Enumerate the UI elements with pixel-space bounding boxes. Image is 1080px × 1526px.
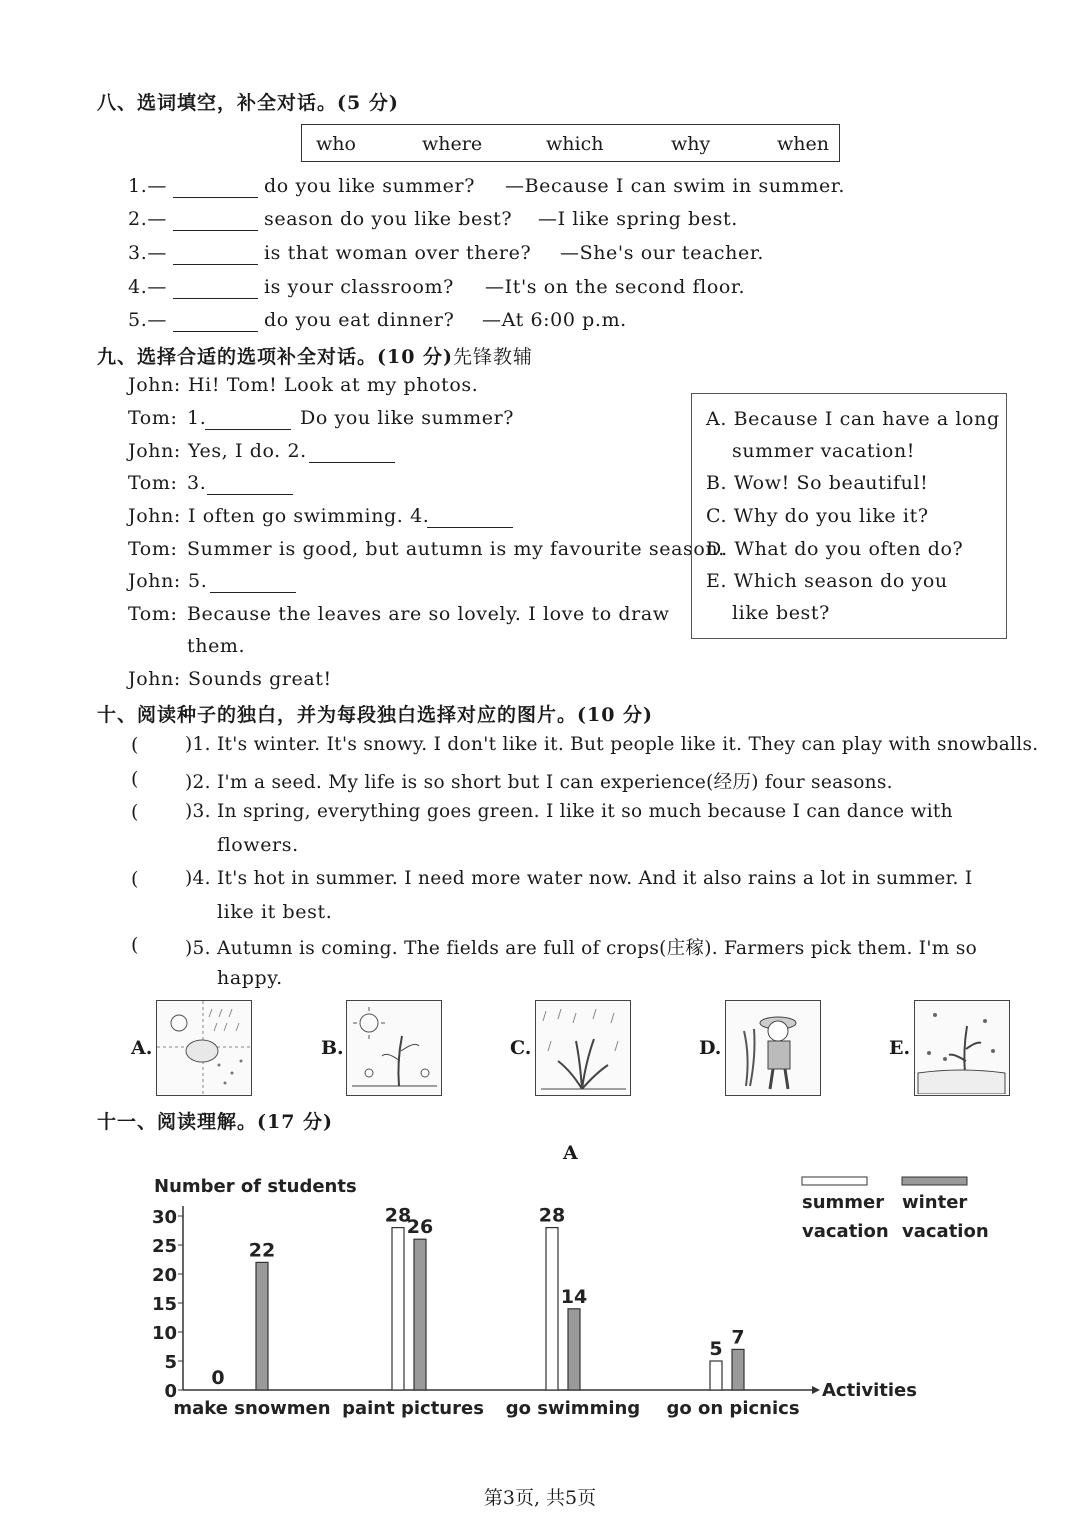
speaker: Tom: [128, 538, 178, 560]
dialogue-text: 1. [187, 407, 207, 429]
option-e-line1: E. Which season do you [706, 570, 948, 592]
monologue-text-cont: like it best. [217, 901, 333, 923]
word-bank [301, 124, 840, 162]
data-label: 28 [538, 1204, 566, 1227]
answer-paren[interactable]: ( [131, 734, 140, 756]
page-footer: 第3页, 共5页 [483, 1487, 597, 1509]
answer-paren[interactable]: ( [131, 801, 140, 823]
answer-blank[interactable] [210, 592, 296, 593]
y-tick-label: 20 [151, 1265, 177, 1286]
legend-label: vacation [902, 1221, 989, 1242]
speaker: Tom: [128, 603, 178, 625]
option-e-line2: like best? [732, 602, 830, 624]
legend-label: winter [902, 1192, 968, 1213]
picture-c-summer-rain [535, 1000, 631, 1096]
monologue-text: )5. Autumn is coming. The fields are full of crops(庄稼). Farmers pick them. I'm so [185, 938, 978, 959]
bar-summer [546, 1228, 558, 1390]
answer-paren[interactable]: ( [131, 768, 140, 790]
bar-summer [392, 1228, 404, 1390]
item-question: season do you like best? [264, 208, 513, 230]
legend-swatch [802, 1177, 867, 1185]
option-d: D. What do you often do? [706, 538, 964, 560]
dialogue-text: Sounds great! [188, 668, 332, 690]
x-axis-arrow [812, 1386, 820, 1394]
item-answer: —Because I can swim in summer. [505, 175, 846, 197]
data-label: 22 [248, 1239, 276, 1262]
section11-title: 十一、阅读理解。(17 分) [97, 1111, 334, 1133]
legend-label: summer [802, 1192, 885, 1213]
passage-label: A [563, 1142, 578, 1164]
bar-winter [732, 1349, 744, 1390]
answer-blank[interactable] [173, 264, 258, 265]
y-tick-label: 0 [164, 1381, 177, 1402]
word-which: which [546, 133, 604, 155]
monologue-text: )1. It's winter. It's snowy. I don't like it. But people like it. They can play with snowballs. [185, 734, 1039, 755]
option-c: C. Why do you like it? [706, 505, 929, 527]
dialogue-text: I often go swimming. 4. [188, 505, 430, 527]
dialogue-text: 3. [187, 472, 207, 494]
item-question: is that woman over there? [264, 242, 532, 264]
picture-label-e: E. [889, 1037, 911, 1059]
item-question: do you like summer? [264, 175, 475, 197]
section8-title: 八、选词填空，补全对话。(5 分) [97, 92, 399, 114]
picture-e-winter-snow [914, 1000, 1010, 1096]
item-number: 1.— [128, 175, 167, 197]
picture-b-spring [346, 1000, 442, 1096]
option-a-line1: A. Because I can have a long [706, 408, 1000, 430]
y-axis-label: Number of students [154, 1176, 357, 1197]
answer-blank[interactable] [309, 462, 395, 463]
dialogue-text-after: Do you like summer? [300, 407, 515, 429]
data-label: 28 [384, 1204, 412, 1227]
monologue-text: )4. It's hot in summer. I need more water now. And it also rains a lot in summer. I [185, 868, 973, 889]
picture-a-four-seasons [156, 1000, 252, 1096]
speaker: John: [128, 668, 181, 690]
answer-paren[interactable]: ( [131, 934, 140, 956]
item-number: 4.— [128, 276, 167, 298]
legend-swatch [902, 1177, 967, 1185]
word-who: who [316, 133, 356, 155]
word-when: when [777, 133, 829, 155]
category-label: paint pictures [342, 1398, 484, 1419]
x-axis-label: Activities [822, 1380, 917, 1401]
bar-winter [568, 1309, 580, 1390]
dialogue-text: Yes, I do. 2. [188, 440, 307, 462]
data-label: 5 [709, 1338, 723, 1360]
item-answer: —I like spring best. [538, 208, 738, 230]
option-a-line2: summer vacation! [732, 440, 916, 462]
data-label: 26 [406, 1216, 434, 1239]
picture-label-d: D. [699, 1037, 722, 1059]
data-label: 14 [560, 1285, 588, 1308]
answer-blank[interactable] [173, 331, 258, 332]
watermark-text: 先锋教辅 [453, 346, 534, 368]
y-tick-label: 25 [151, 1236, 177, 1257]
category-label: make snowmen [173, 1398, 331, 1419]
data-label: 7 [731, 1326, 745, 1349]
answer-blank[interactable] [173, 197, 258, 198]
picture-label-a: A. [131, 1037, 153, 1059]
answer-paren[interactable]: ( [131, 868, 140, 890]
monologue-text: )3. In spring, everything goes green. I like it so much because I can dance with [185, 801, 953, 822]
picture-d-autumn-farmer [725, 1000, 821, 1096]
bar-winter [414, 1239, 426, 1390]
legend-label: vacation [802, 1221, 889, 1242]
answer-blank[interactable] [207, 494, 293, 495]
dialogue-text: Summer is good, but autumn is my favourite season. [187, 538, 725, 560]
answer-blank[interactable] [427, 527, 513, 528]
dialogue-text: Because the leaves are so lovely. I love to draw [187, 603, 670, 625]
answer-blank[interactable] [173, 230, 258, 231]
item-number: 2.— [128, 208, 167, 230]
speaker: Tom: [128, 407, 178, 429]
bar-summer [710, 1361, 722, 1390]
dialogue-text: Hi! Tom! Look at my photos. [188, 374, 479, 396]
answer-blank[interactable] [205, 429, 291, 430]
y-tick-label: 30 [151, 1207, 177, 1228]
option-b: B. Wow! So beautiful! [706, 472, 929, 494]
speaker: John: [128, 440, 181, 462]
y-tick-label: 5 [164, 1352, 177, 1373]
bar-chart [0, 1160, 1080, 1420]
monologue-text: )2. I'm a seed. My life is so short but I can experience(经历) four seasons. [185, 772, 893, 793]
y-tick-label: 15 [151, 1294, 177, 1315]
item-answer: —She's our teacher. [560, 242, 765, 264]
speaker: John: [128, 570, 181, 592]
section10-title: 十、阅读种子的独白，并为每段独白选择对应的图片。(10 分) [97, 704, 654, 726]
picture-label-b: B. [321, 1037, 344, 1059]
category-label: go swimming [505, 1398, 641, 1419]
word-why: why [671, 133, 711, 155]
item-number: 3.— [128, 242, 167, 264]
speaker: Tom: [128, 472, 178, 494]
item-answer: —At 6:00 p.m. [482, 309, 627, 331]
options-box [691, 393, 1007, 639]
item-question: is your classroom? [264, 276, 454, 298]
word-where: where [422, 133, 483, 155]
data-label: 0 [211, 1367, 225, 1389]
section9-title [97, 342, 533, 369]
item-number: 5.— [128, 309, 167, 331]
dialogue-text: 5. [188, 570, 208, 592]
monologue-text-cont: happy. [217, 967, 283, 989]
dialogue-text: them. [187, 635, 246, 657]
item-answer: —It's on the second floor. [485, 276, 746, 298]
monologue-text-cont: flowers. [217, 834, 299, 856]
picture-label-c: C. [510, 1037, 532, 1059]
speaker: John: [128, 505, 181, 527]
bar-winter [256, 1262, 268, 1390]
category-label: go on picnics [666, 1398, 800, 1419]
answer-blank[interactable] [173, 298, 258, 299]
y-tick-label: 10 [151, 1323, 177, 1344]
speaker: John: [128, 374, 181, 396]
section9-title-text: 九、选择合适的选项补全对话。(10 分) [97, 346, 454, 368]
item-question: do you eat dinner? [264, 309, 455, 331]
